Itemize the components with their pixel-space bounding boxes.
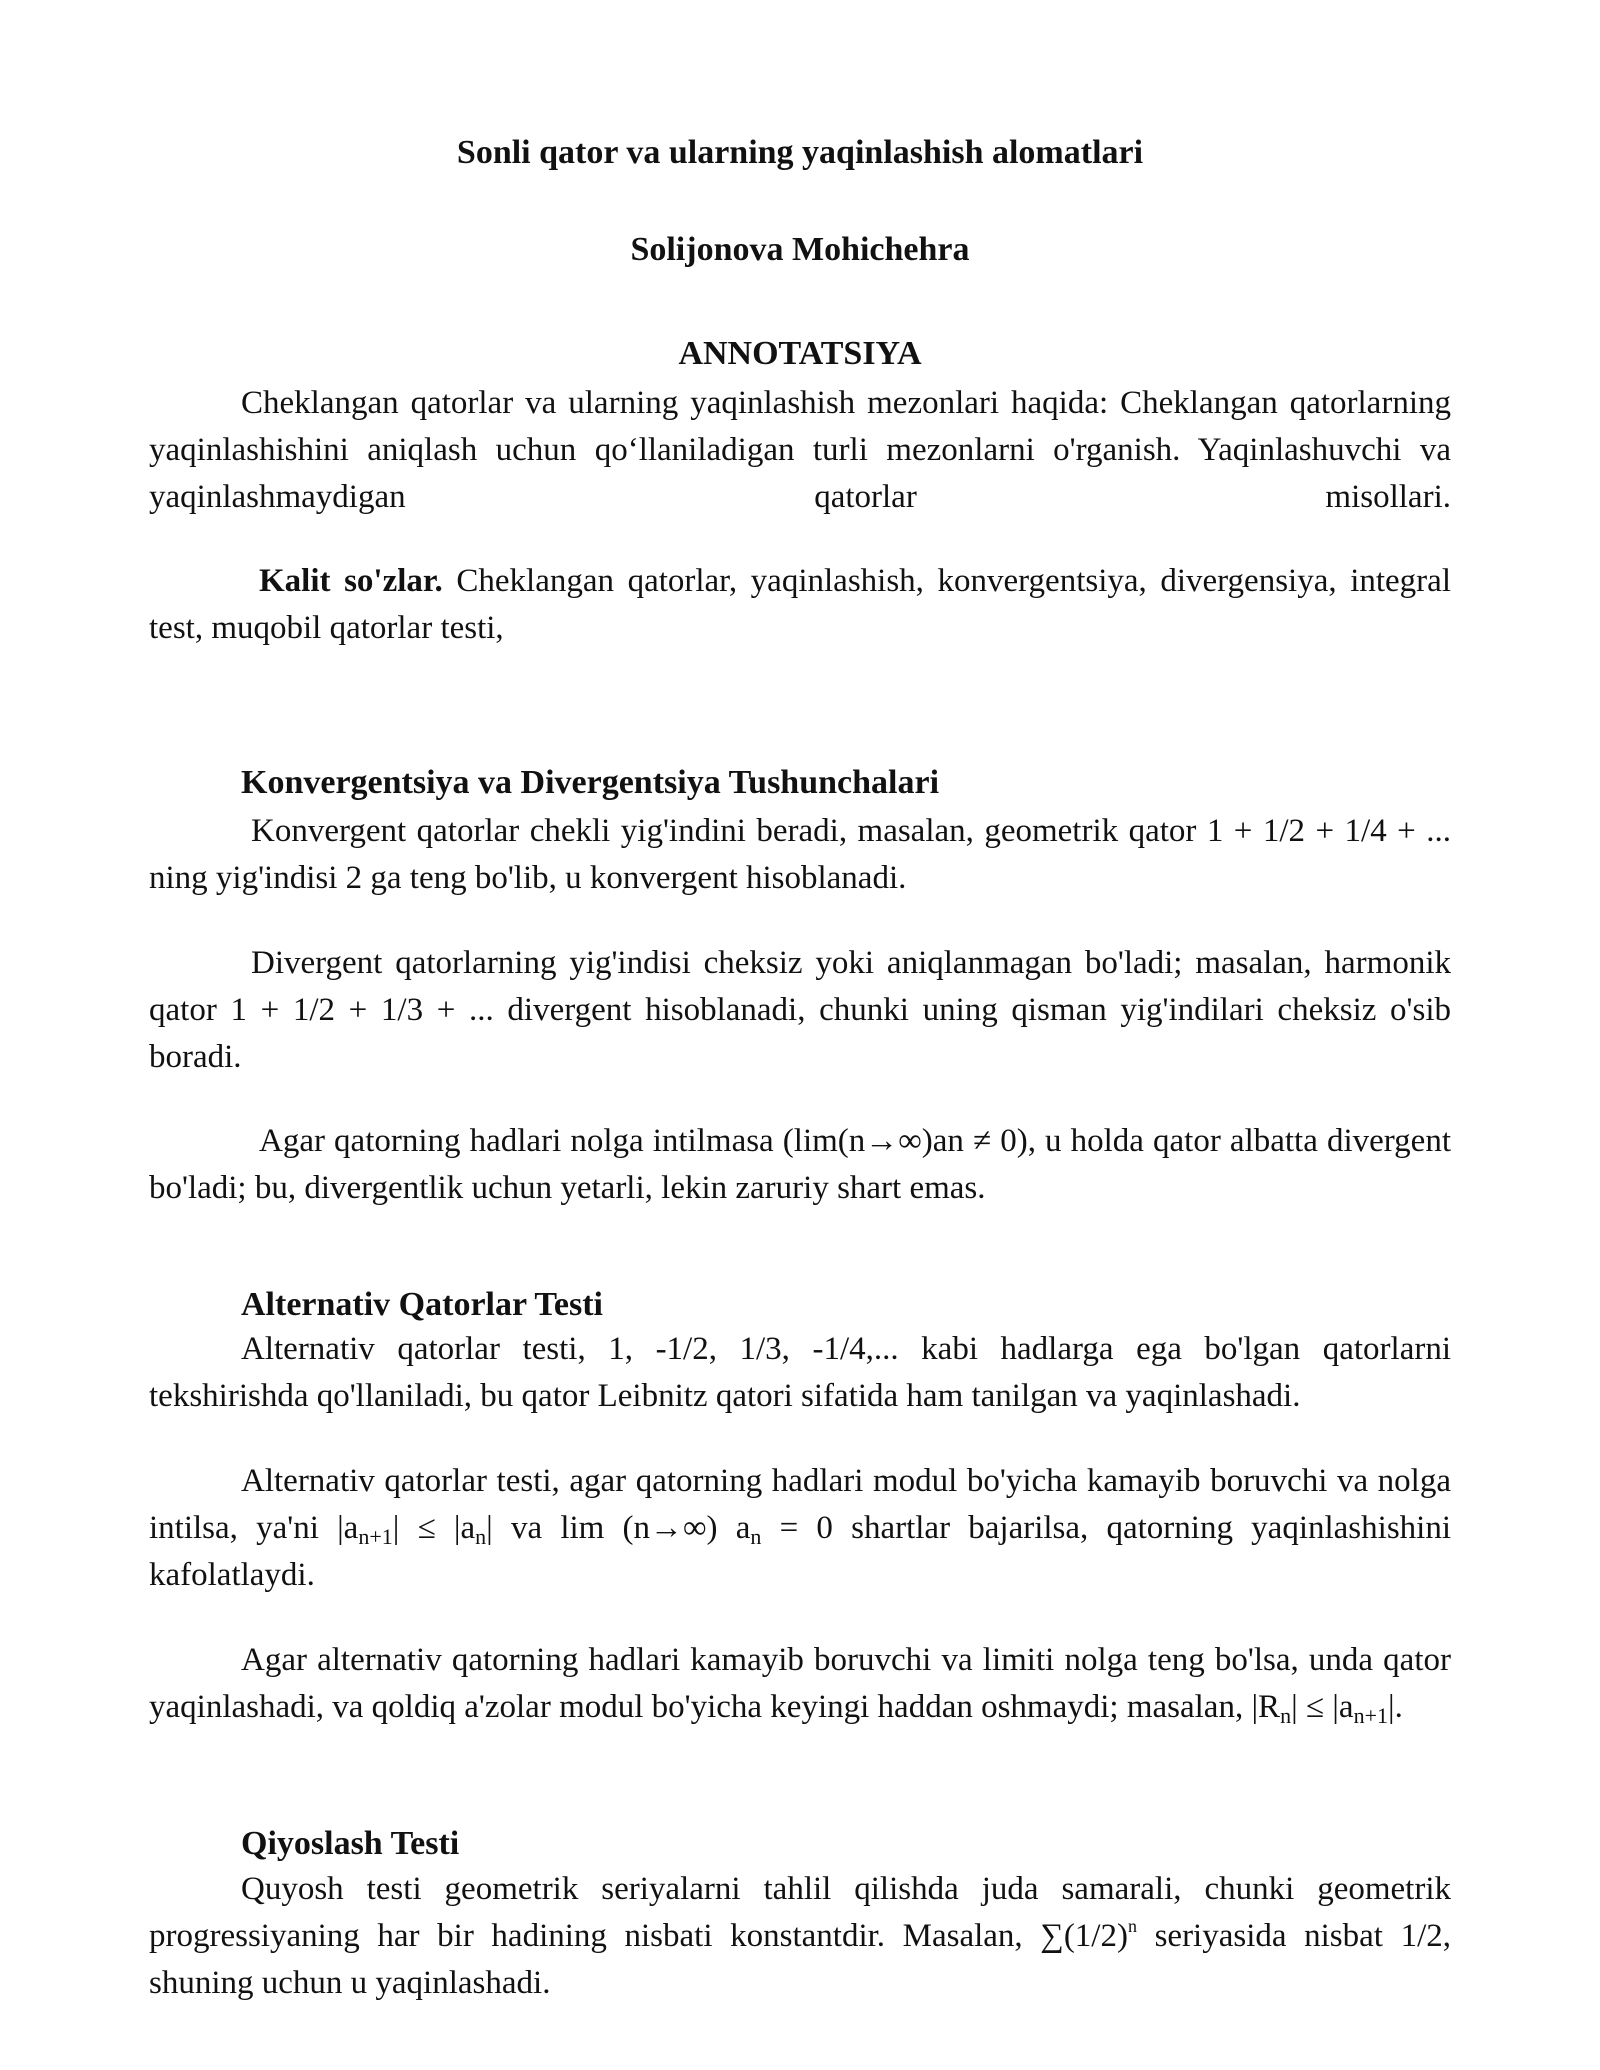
section1-paragraph-3: Agar qatorning hadlari nolga intilmasa (lim(n→∞)an ≠ 0), u holda qator albatta divergent bo'ladi; bu, divergentlik uchun yetarli, lekin zaruriy shart emas. bbox=[149, 1123, 1451, 1206]
section1-paragraph-1: Konvergent qatorlar chekli yig'indini beradi, masalan, geometrik qator 1 + 1/2 + 1/4 + ... ning yig'indisi 2 ga teng bo'lib, u konvergent hisoblanadi. bbox=[149, 813, 1451, 896]
keywords-label: Kalit so'zlar. bbox=[259, 563, 443, 599]
keywords-text: Cheklangan qatorlar, yaqinlashish, konvergentsiya, divergensiya, integral test, muqobil qatorlar testi, bbox=[149, 563, 1451, 646]
section3-paragraph-1: Quyosh testi geometrik seriyalarni tahlil qilishda juda samarali, chunki geometrik progressiyaning har bir hadining nisbati konstantdir. Masalan, $\sum(1/2)^n$ seriyasida nisbat 1/2, shuning uchun u yaqinlashadi. bbox=[149, 1871, 1451, 2001]
section2-paragraph-1: Alternativ qatorlar testi, 1, -1/2, 1/3, -1/4,... kabi hadlarga ega bo'lgan qatorlarni tekshirishda qo'llaniladi, bu qator Leibnitz qatori sifatida ham tanilgan va yaqinlashadi. bbox=[149, 1331, 1451, 1414]
section-heading-alternating: Alternativ Qatorlar Testi bbox=[241, 1286, 603, 1323]
keywords-paragraph bbox=[149, 558, 1451, 652]
annotation-paragraph: Cheklangan qatorlar va ularning yaqinlashish mezonlari haqida: Cheklangan qatorlarning yaqinlashishini aniqlash uchun qo‘llaniladigan turli mezonlarni o'rganish. Yaqinlashuvchi va yaqinlashmaydigan qatorlar misollari. bbox=[149, 385, 1451, 515]
author-name: Solijonova Mohichehra bbox=[630, 231, 970, 268]
section2-paragraph-2: Alternativ qatorlar testi, agar qatorning hadlari modul bo'yicha kamayib boruvchi va nolga intilsa, ya'ni $|a_{n+1}| \le |a_n|$ va lim (n→∞) $a_n = 0$ shartlar bajarilsa, qatorning yaqinlashishini kafolatlaydi. bbox=[149, 1463, 1451, 1593]
section1-paragraph-2: Divergent qatorlarning yig'indisi cheksiz yoki aniqlanmagan bo'ladi; masalan, harmonik qator 1 + 1/2 + 1/3 + ... divergent hisoblanadi, chunki uning qisman yig'indilari cheksiz o'sib boradi. bbox=[149, 945, 1451, 1075]
section2-paragraph-3: Agar alternativ qatorning hadlari kamayib boruvchi va limiti nolga teng bo'lsa, unda qator yaqinlashadi, va qoldiq a'zolar modul bo'yicha keyingi haddan oshmaydi; masalan, $|R_n| \le |a_{n+1}|$. bbox=[149, 1642, 1451, 1728]
annotation-heading: ANNOTATSIYA bbox=[678, 335, 922, 372]
section-heading-comparison: Qiyoslash Testi bbox=[241, 1825, 460, 1862]
document-title: Sonli qator va ularning yaqinlashish alomatlari bbox=[456, 134, 1144, 171]
section-heading-convergence: Konvergentsiya va Divergentsiya Tushunchalari bbox=[241, 764, 940, 801]
